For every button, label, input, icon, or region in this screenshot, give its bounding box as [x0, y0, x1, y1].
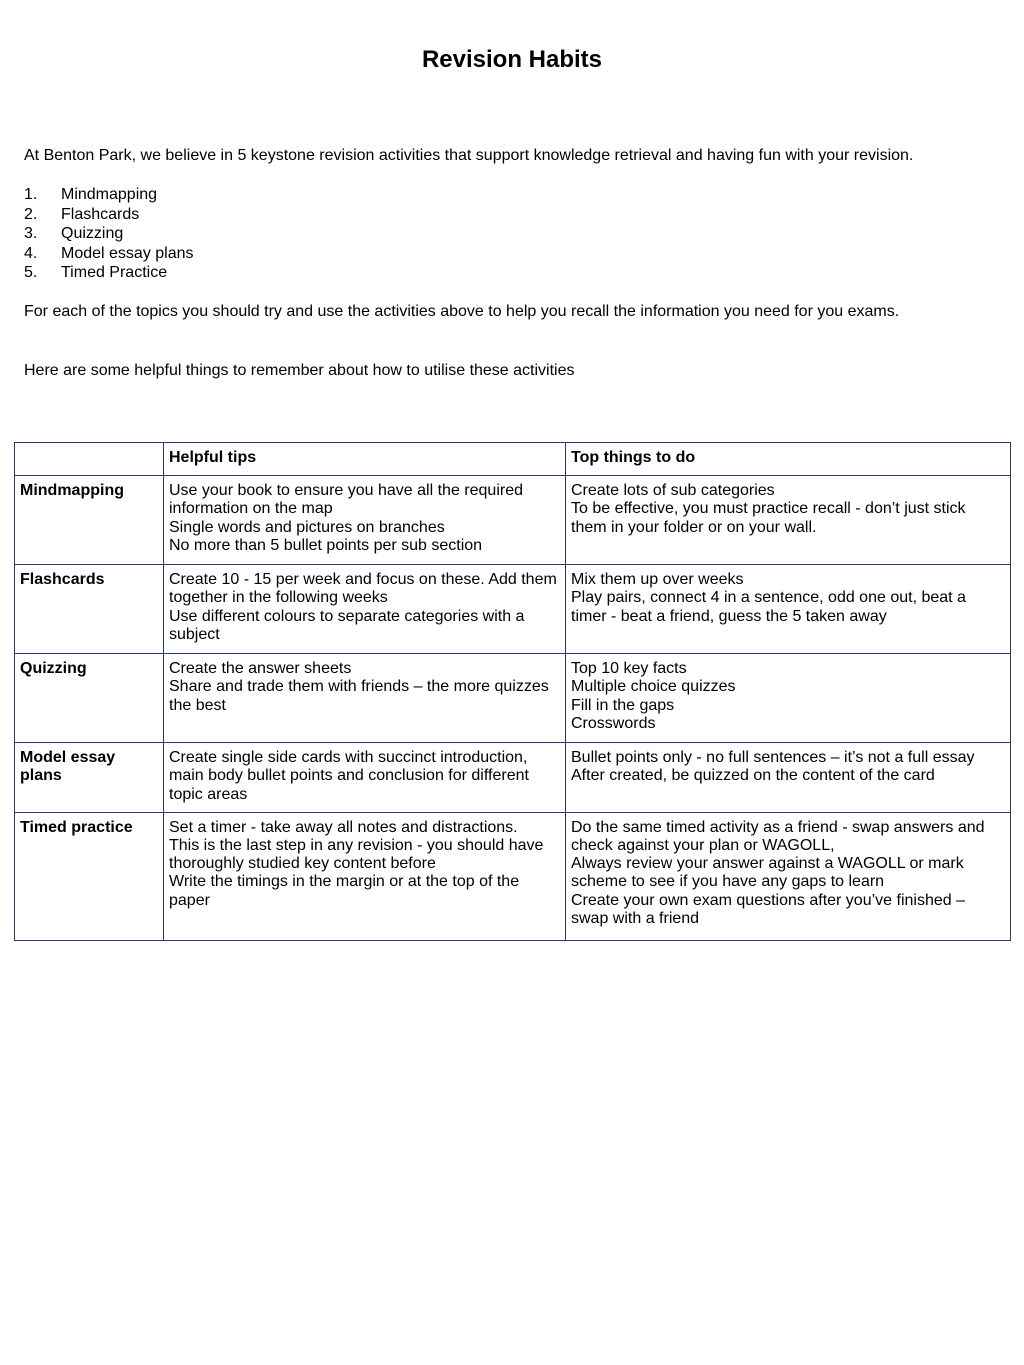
todo-line: Create lots of sub categories: [571, 482, 775, 500]
todo-line: Do the same timed activity as a friend - swap answers and check against your plan or WAGOLL,: [571, 818, 985, 855]
todo-line: Always review your answer against a WAGOLL or mark scheme to see if you have any gaps to learn: [571, 855, 964, 891]
table-row: [15, 812, 1011, 940]
tips-cell: [164, 812, 566, 940]
tip-line: No more than 5 bullet points per sub section: [169, 536, 483, 554]
tip-line: Create 10 - 15 per week and focus on these. Add them together in the following weeks: [169, 571, 557, 607]
list-item-label: Model essay plans: [61, 244, 194, 262]
todo-cell: [566, 743, 1011, 813]
list-item-label: Flashcards: [61, 205, 140, 223]
table-row: [15, 565, 1011, 654]
todo-cell: [566, 812, 1011, 940]
tips-cell: [164, 743, 566, 813]
list-item-label: Quizzing: [61, 225, 124, 242]
table-header-top-things: Top things to do: [566, 443, 1011, 476]
todo-line: Top 10 key facts: [571, 660, 687, 678]
todo-cell: [566, 476, 1011, 565]
row-activity-name: Quizzing: [15, 654, 164, 743]
tip-line: Use different colours to separate categories with a subject: [169, 607, 525, 643]
list-item-label: Mindmapping: [61, 186, 158, 203]
todo-line: After created, be quizzed on the content of the card: [571, 767, 935, 785]
list-number: 2.: [24, 205, 38, 223]
todo-line: Mix them up over weeks: [571, 571, 744, 589]
row-activity-name: Timed practice: [15, 812, 164, 940]
tip-line: Create the answer sheets: [169, 660, 352, 678]
table-header-helpful-tips: Helpful tips: [164, 443, 566, 476]
tip-line: Share and trade them with friends – the more quizzes the best: [169, 678, 549, 714]
row-activity-name: Mindmapping: [15, 476, 164, 565]
tips-cell: [164, 476, 566, 565]
table-row: [15, 654, 1011, 743]
list-number: 3.: [24, 225, 38, 242]
tip-line: Write the timings in the margin or at the top of the paper: [169, 873, 520, 909]
tip-line: Single words and pictures on branches: [169, 518, 445, 536]
activity-list: [24, 185, 194, 283]
table-header-empty: [15, 443, 164, 476]
tip-line: Create single side cards with succinct introduction, main body bullet points and conclusion for different topic areas: [169, 749, 529, 803]
list-item: [24, 244, 194, 264]
todo-line: Crosswords: [571, 714, 656, 732]
todo-line: Bullet points only - no full sentences – it’s not a full essay: [571, 749, 975, 767]
list-item: [24, 205, 194, 225]
tip-line: Set a timer - take away all notes and distractions.: [169, 818, 518, 836]
tip-line: This is the last step in any revision - you should have thoroughly studied key content before: [169, 837, 544, 873]
helpful-things-paragraph: Here are some helpful things to remember about how to utilise these activities: [24, 362, 575, 379]
todo-line: Multiple choice quizzes: [571, 678, 736, 696]
list-number: 5.: [24, 264, 38, 281]
tips-cell: [164, 654, 566, 743]
todo-line: Fill in the gaps: [571, 696, 675, 714]
tip-line: Use your book to ensure you have all the required information on the map: [169, 482, 523, 518]
todo-cell: [566, 565, 1011, 654]
todo-line: Play pairs, connect 4 in a sentence, odd one out, beat a timer - beat a friend, guess the 5 taken away: [571, 589, 966, 625]
table-header-row: [15, 443, 1011, 476]
list-item: [24, 263, 194, 283]
list-item: [24, 224, 194, 244]
row-activity-name: Model essay plans: [15, 743, 164, 813]
list-number: 1.: [24, 186, 38, 203]
todo-line: To be effective, you must practice recall - don’t just stick them in your folder or on your wall.: [571, 500, 966, 536]
revision-tips-table: [14, 442, 1011, 941]
todo-cell: [566, 654, 1011, 743]
row-activity-name: Flashcards: [15, 565, 164, 654]
list-item: [24, 185, 194, 205]
instruction-paragraph: For each of the topics you should try and use the activities above to help you recall the information you need for you exams.: [24, 303, 900, 320]
todo-line: Create your own exam questions after you’ve finished – swap with a friend: [571, 891, 965, 927]
list-item-label: Timed Practice: [61, 264, 168, 281]
page-title: Revision Habits: [421, 46, 603, 73]
tips-cell: [164, 565, 566, 654]
table-row: [15, 476, 1011, 565]
table-row: [15, 743, 1011, 813]
list-number: 4.: [24, 244, 38, 262]
intro-paragraph: At Benton Park, we believe in 5 keystone revision activities that support knowledge retrieval and having fun with your revision.: [24, 147, 914, 164]
